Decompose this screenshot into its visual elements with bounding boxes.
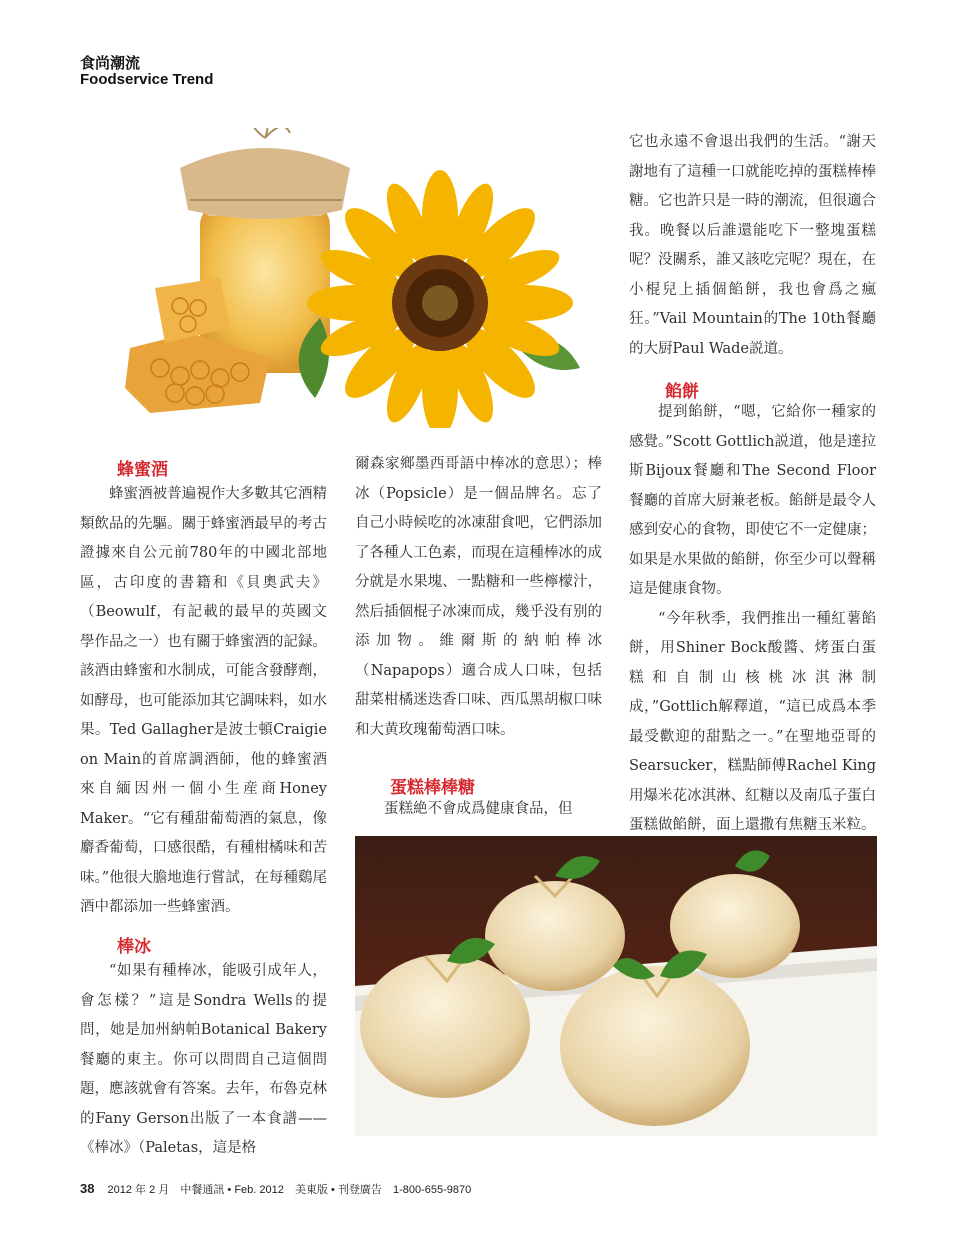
phone-number: 1-800-655-9870	[392, 1184, 472, 1196]
page-number: 38	[80, 1181, 95, 1196]
pie-paragraph-2: “今年秋季，我們推出一種紅薯餡餅，用Shiner Bock酸醬、烤蛋白蛋糕和自制山核桃冰淇淋制成，”Gottlich解釋道，“這已成爲本季最受歡迎的甜點之一。”在聖地亞哥的Searsucker，糕點師傅Rachel King用爆米花冰淇淋、紅糖以及南瓜子蛋白蛋糕做餡餅，面上還撒有焦糖玉米粒。	[629, 610, 876, 833]
section-title-en: Foodservice Trend	[80, 71, 214, 88]
popsicle-heading: 棒冰	[117, 937, 151, 957]
section-title-cn: 食尚潮流	[80, 54, 141, 72]
popsicle-body-cont	[355, 450, 602, 745]
issue-date: 2012 年 2 月	[107, 1184, 170, 1196]
mead-body	[80, 480, 327, 923]
cake-pops-body	[355, 795, 602, 825]
publication-name: 中餐通訊 • Feb. 2012	[180, 1184, 284, 1196]
pie-paragraph-1: 提到餡餅，“嗯，它給你一種家的感覺。”Scott Gottlich説道，他是達拉斯Bijoux餐廳和The Second Floor餐廳的首席大厨兼老板。餡餅是最令人感到安心的食物，即使它不一定健康；如果是水果做的餡餅，你至少可以聲稱這是健康食物。	[629, 404, 876, 597]
page-footer	[80, 1181, 479, 1197]
phyllo-pie-photo	[355, 836, 877, 1136]
edition-label: 美東版 • 刊登廣告	[294, 1184, 382, 1196]
cake-pops-paragraph: 蛋糕絶不會成爲健康食品，但	[384, 801, 573, 817]
pie-body	[629, 398, 876, 841]
mead-heading: 蜂蜜酒	[117, 460, 168, 480]
mead-paragraph: 蜂蜜酒被普遍視作大多數其它酒精類飲品的先驅。關于蜂蜜酒最早的考古證據來自公元前780年的中國北部地區，古印度的書籍和《貝奧武夫》（Beowulf，有記載的最早的英國文學作品之一）也有關于蜂蜜酒的記録。該酒由蜂蜜和水制成，可能含發酵劑，如酵母，也可能添加其它調味料，如水果。Ted Gallagher是波士頓Craigie on Main的首席調酒師，他的蜂蜜酒來自緬因州一個小生産商Honey Maker。“它有種甜葡萄酒的氣息，像麝香葡萄，口感很酷，有種柑橘味和苦味。”他很大膽地進行嘗試，在每種鷄尾酒中都添加一些蜂蜜酒。	[80, 486, 327, 915]
popsicle-body	[80, 957, 327, 1164]
cake-pops-paragraph-cont: 它也永遠不會退出我們的生活。“謝天謝地有了這種一口就能吃掉的蛋糕棒棒糖。它也許只是一時的潮流，但很適合我。晚餐以后誰還能吃下一整塊蛋糕呢？没關系，誰又該吃完呢？現在，在小棍兒上插個餡餅，我也會爲之瘋狂。”Vail Mountain的The 10th餐廳的大厨Paul Wade説道。	[629, 134, 876, 357]
cake-pops-heading: 蛋糕棒棒糖	[390, 778, 475, 798]
pie-heading: 餡餅	[665, 382, 699, 402]
honey-sunflower-photo	[80, 128, 620, 428]
cake-pops-body-cont	[629, 128, 876, 364]
popsicle-paragraph-cont: 爾森家鄉墨西哥語中棒冰的意思）；棒冰（Popsicle）是一個品牌名。忘了自己小時候吃的冰凍甜食吧，它們添加了各種人工色素，而現在這種棒冰的成分就是水果塊、一點糖和一些檸檬汁，然后插個棍子冰凍而成，幾乎没有别的添加物。維爾斯的納帕棒冰（Napapops）適合成人口味，包括甜菜柑橘迷迭香口味、西瓜黑胡椒口味和大黄玫瑰葡萄酒口味。	[355, 456, 602, 738]
popsicle-paragraph: “如果有種棒冰，能吸引成年人，會怎樣？”這是Sondra Wells的提問，她是加州納帕Botanical Bakery餐廳的東主。你可以問問自己這個問題，應該就會有答案。去年，布魯克林的Fany Gerson出版了一本食譜——《棒冰》（Paletas，這是格	[80, 963, 327, 1156]
